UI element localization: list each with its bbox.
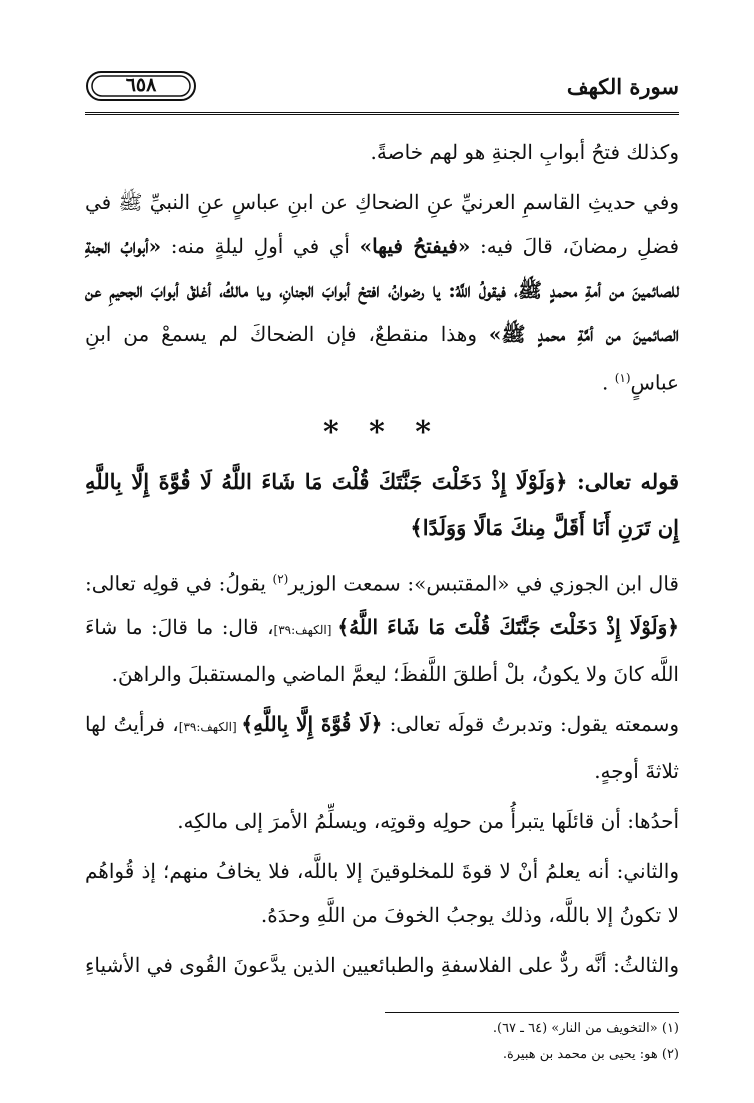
p4-ayah: ﴿لَا قُوَّةَ إِلَّا بِاللَّهِ﴾ (241, 712, 383, 737)
main-text (85, 130, 679, 987)
footnote-1: (١) «التخويف من النار» (٦٤ ـ ٦٧). (492, 1021, 679, 1036)
footnote-marker-1: (١) (614, 371, 631, 385)
p3-ayah: ﴿وَلَوْلَا إِذْ دَخَلْتَ جَنَّتَكَ قُلْتَ مَا شَاءَ اللَّهُ﴾ (337, 615, 680, 640)
footnote-rule (385, 1012, 679, 1013)
paragraph-2 (85, 180, 679, 405)
p2-quote-a: «فيفتحُ فيها» (359, 234, 471, 258)
section-heading (85, 459, 679, 551)
p4-text-b: ، فرأيتُ لها ثلاثةَ أوجهٍ. (85, 712, 679, 784)
heading-ayah: ﴿وَلَوْلَا إِذْ دَخَلْتَ جَنَّتَكَ قُلْتَ مَا شَاءَ اللَّهُ لَا قُوَّةَ إِلَّا بِاللَّهِ إِن تَرَنِ أَنَا أَقَلَّ مِنكَ مَالًا وَوَلَدًا﴾ (85, 468, 679, 540)
p3-text-b: يقولُ: في قولِه تعالى: (85, 571, 273, 596)
header-rule (85, 112, 679, 115)
page-header (85, 68, 679, 112)
page-number: ٦٥٨ (125, 74, 157, 96)
surah-title: سورة الكهف (566, 74, 679, 99)
heading-intro: قوله تعالى: (567, 468, 679, 494)
page-number-badge (85, 70, 197, 102)
paragraph-1: وكذلك فتحُ أبوابِ الجنةِ هو لهم خاصةً. (370, 140, 679, 164)
paragraph-4 (85, 702, 679, 793)
section-separator: * * * (323, 414, 441, 450)
p3-text-c: ، قال: ما قالَ: ما شاءَ اللَّه كانَ ولا يكونُ، بلْ أطلقَ اللَّفظَ؛ ليعمَّ الماضي والمستقبلَ والراهنَ. (85, 615, 679, 687)
footnote-marker-2: (٢) (272, 571, 289, 586)
paragraph-5: أحدُها: أن قائلَها يتبرأُ من حولِه وقوتِه، ويسلِّمُ الأمرَ إلى مالكِه. (177, 809, 679, 834)
p2-text-e: وهذا منقطعٌ، فإن الضحاكَ لم يسمعْ من ابنِ عباسٍ (85, 322, 679, 395)
p3-ayah-ref: [الكهف:٣٩] (273, 623, 338, 638)
paragraph-7: والثالثُ: أنَّه ردٌّ على الفلاسفةِ والطبائعيين الذين يدَّعونَ القُوى في الأشياءِ (85, 953, 679, 978)
paragraph-6: والثاني: أنه يعلمُ أنْ لا قوةَ للمخلوقينَ إلا باللَّه، فلا يخافُ منهم؛ إذ قُواهُم لا تكونُ إلا باللَّه، وذلك يوجبُ الخوفَ من اللَّهِ وحدَهُ. (85, 859, 679, 928)
p2-text-a: وفي حديثِ القاسمِ العرنيِّ عنِ الضحاكِ عن ابنِ عباسٍ عنِ النبيِّ ﷺ في فضلِ رمضانَ، قالَ فيه: (85, 190, 680, 258)
p4-text-a: وسمعته يقول: وتدبرتُ قولَه تعالى: (382, 712, 679, 737)
p3-text-a: قال ابن الجوزي في «المقتبس»: سمعت الوزير (288, 571, 679, 596)
p2-quote-d: «أبوابُ الجنةِ للصائمينَ من أمةِ محمدٍ ﷺ، فيقولُ اللَّهُ: يا رضوانُ، افتحْ أبوابَ الجنانِ، ويا مالكُ، أغلقْ أبوابَ الجحيمِ عن الصائمينَ من أمَّةِ محمدٍ ﷺ» (85, 234, 679, 346)
footnote-2: (٢) هو: يحيى بن محمد بن هبيرة. (502, 1047, 679, 1062)
paragraph-3 (85, 557, 679, 697)
p2-end: . (601, 370, 615, 395)
p2-text-c: أي في أولِ ليلةٍ منه: (161, 234, 360, 258)
footnotes (85, 1016, 679, 1068)
p4-ayah-ref: [الكهف:٣٩] (178, 720, 242, 735)
